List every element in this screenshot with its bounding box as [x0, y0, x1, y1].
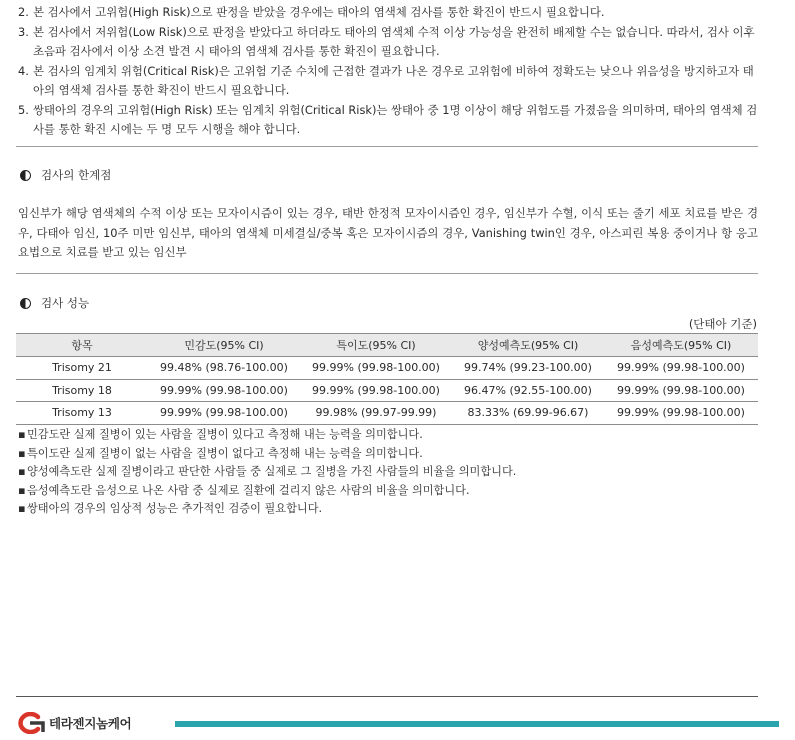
table-cell: 99.99% (99.98-100.00)	[300, 379, 452, 402]
header-item: 항목	[16, 334, 148, 357]
row-label: Trisomy 18	[16, 379, 148, 402]
note-text: 본 검사에서 저위험(Low Risk)으로 판정을 받았다고 하더라도 태아의 염색체 수적 이상 가능성을 완전히 배제할 수는 없습니다. 따라서, 검사 이후 초음파 검사에서 이상 소견 발견 시 태아의 염색체 검사를 통한 확진이 필요합니다.	[33, 24, 755, 58]
definition-notes	[18, 426, 516, 519]
note-item	[18, 62, 760, 101]
note-number: 2.	[18, 5, 29, 19]
note-text: 본 검사에서 고위험(High Risk)으로 판정을 받았을 경우에는 태아의 염색체 검사를 통한 확진이 반드시 필요합니다.	[33, 5, 605, 19]
note-number: 5.	[18, 102, 29, 117]
header-sensitivity: 민감도(95% CI)	[148, 334, 300, 357]
performance-title-text: 검사 성능	[41, 296, 90, 310]
note-number: 4.	[18, 63, 29, 78]
note-text: 음성예측도란 음성으로 나온 사람 중 실제로 질환에 걸리지 않은 사람의 비율을 의미합니다.	[27, 483, 470, 497]
divider	[16, 273, 758, 274]
list-item	[18, 482, 516, 501]
note-item	[18, 23, 760, 62]
limits-text: 임신부가 해당 염색체의 수적 이상 또는 모자이시즘이 있는 경우, 태반 한정적 모자이시즘인 경우, 임신부가 수혈, 이식 또는 줄기 세포 치료를 받은 경우, 다태아 임신, 10주 미만 임신부, 태아의 염색체 미세결실/중복 혹은 모자이시즘의 경우, Vanishing twin인 경우, 아스피린 복용 중이거나 항 응고 요법으로 치료를 받고 있는 임신부	[18, 206, 758, 259]
table-row	[16, 402, 758, 425]
table-cell: 99.99% (99.98-100.00)	[604, 357, 758, 380]
table-cell: 99.99% (99.98-100.00)	[604, 379, 758, 402]
logo-mark-icon	[14, 712, 46, 734]
divider	[16, 146, 758, 147]
table-cell: 99.99% (99.98-100.00)	[148, 379, 300, 402]
note-text: 특이도란 실제 질병이 없는 사람을 질병이 없다고 측정해 내는 능력을 의미합니다.	[27, 446, 423, 460]
bullet-icon: ▪	[18, 428, 26, 441]
header-ppv: 양성예측도(95% CI)	[452, 334, 604, 357]
unit-label: (단태아 기준)	[688, 317, 757, 331]
footer-accent-bar	[175, 721, 779, 727]
row-label: Trisomy 13	[16, 402, 148, 425]
table-cell: 99.74% (99.23-100.00)	[452, 357, 604, 380]
note-text: 본 검사의 임계치 위험(Critical Risk)은 고위험 기준 수치에 근접한 결과가 나온 경우로 고위험에 비하여 정확도는 낮으나 위음성을 방지하고자 태아의 염색체 검사를 통한 확진이 반드시 필요합니다.	[33, 63, 754, 97]
note-number: 3.	[18, 24, 29, 39]
header-npv: 음성예측도(95% CI)	[604, 334, 758, 357]
table-cell: 83.33% (69.99-96.67)	[452, 402, 604, 425]
performance-section-title	[20, 294, 89, 312]
performance-table	[16, 333, 758, 425]
bullet-icon: ▪	[18, 465, 26, 478]
half-circle-icon	[20, 170, 31, 181]
logo-text: 테라젠지놈케어	[49, 716, 132, 731]
note-item	[18, 3, 760, 23]
bullet-icon: ▪	[18, 446, 26, 460]
table-cell: 99.98% (99.97-99.99)	[300, 402, 452, 425]
table-row	[16, 357, 758, 380]
bullet-icon: ▪	[18, 502, 26, 515]
half-circle-icon	[20, 298, 31, 309]
list-item	[18, 445, 516, 464]
table-cell: 96.47% (92.55-100.00)	[452, 379, 604, 402]
limits-title-text: 검사의 한계점	[41, 168, 112, 182]
table-header-row	[16, 334, 758, 357]
table-row	[16, 379, 758, 402]
notes-list	[18, 3, 760, 140]
list-item	[18, 500, 516, 519]
table-cell: 99.99% (99.98-100.00)	[604, 402, 758, 425]
row-label: Trisomy 21	[16, 357, 148, 380]
note-item	[18, 101, 760, 140]
note-text: 양성예측도란 실제 질병이라고 판단한 사람들 중 실제로 그 질병을 가진 사람들의 비율을 의미합니다.	[27, 465, 517, 478]
list-item	[18, 463, 516, 482]
table-cell: 99.99% (99.98-100.00)	[148, 402, 300, 425]
limits-section-title	[20, 166, 111, 184]
bullet-icon: ▪	[18, 483, 26, 497]
footer-divider	[16, 696, 758, 697]
table-cell: 99.99% (99.98-100.00)	[300, 357, 452, 380]
table-cell: 99.48% (98.76-100.00)	[148, 357, 300, 380]
note-text: 쌍태아의 경우의 고위험(High Risk) 또는 임계치 위험(Critical Risk)는 쌍태아 중 1명 이상이 해당 위험도를 가졌음을 의미하며, 태아의 염색체 검사를 통한 확진 시에는 두 명 모두 시행을 해야 합니다.	[33, 102, 758, 136]
note-text: 민감도란 실제 질병이 있는 사람을 질병이 있다고 측정해 내는 능력을 의미합니다.	[27, 428, 423, 441]
note-text: 쌍태아의 경우의 임상적 성능은 추가적인 검증이 필요합니다.	[27, 502, 323, 515]
header-specificity: 특이도(95% CI)	[300, 334, 452, 357]
company-logo	[14, 712, 131, 734]
list-item	[18, 426, 516, 445]
